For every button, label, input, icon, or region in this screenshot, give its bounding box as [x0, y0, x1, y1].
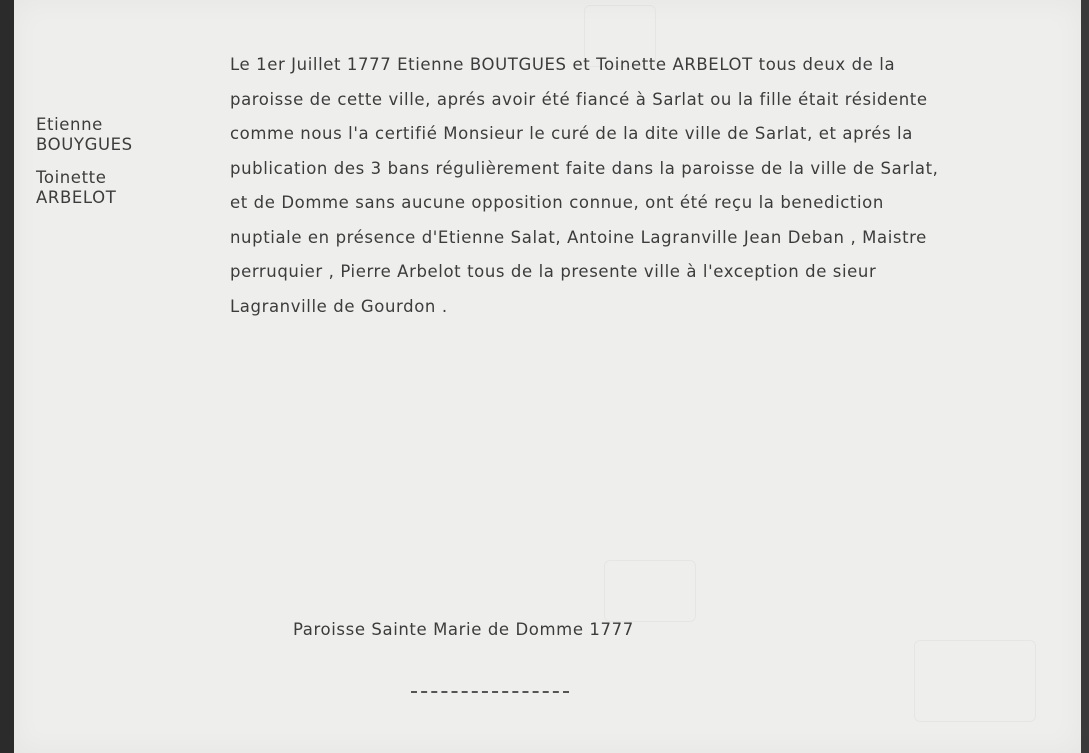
record-line: paroisse de cette ville, aprés avoir été fiancé à Sarlat ou la fille était résidente [230, 89, 928, 109]
marriage-record-text [230, 50, 1070, 326]
scan-edge [1081, 0, 1089, 753]
bride-last-name: ARBELOT [36, 188, 117, 207]
record-line: et de Domme sans aucune opposition connue, ont été reçu la benediction [230, 193, 884, 212]
record-line: nuptiale en présence d'Etienne Salat, Antoine Lagranville Jean Deban , Maistre [230, 227, 927, 247]
closing-rule [411, 691, 569, 693]
bride-first-name: Toinette [36, 168, 107, 187]
record-line: publication des 3 bans régulièrement faite dans la paroisse de la ville de Sarlat, [230, 158, 939, 178]
bride-note [36, 168, 133, 208]
bleed-through-mark [604, 560, 696, 622]
groom-note [36, 115, 133, 155]
record-line: comme nous l'a certifié Monsieur le curé de la dite ville de Sarlat, et aprés la [230, 124, 913, 143]
groom-last-name: BOUYGUES [36, 135, 133, 154]
record-line: Lagranville de Gourdon . [230, 296, 448, 316]
groom-first-name: Etienne [36, 115, 103, 134]
margin-notes [36, 115, 133, 221]
record-line: Le 1er Juillet 1777 Etienne BOUTGUES et Toinette ARBELOT tous deux de la [230, 55, 896, 74]
document-page [14, 0, 1081, 753]
bleed-through-mark [914, 640, 1036, 722]
parish-footer: Paroisse Sainte Marie de Domme 1777 [293, 620, 634, 639]
record-line: perruquier , Pierre Arbelot tous de la presente ville à l'exception de sieur [230, 262, 877, 281]
